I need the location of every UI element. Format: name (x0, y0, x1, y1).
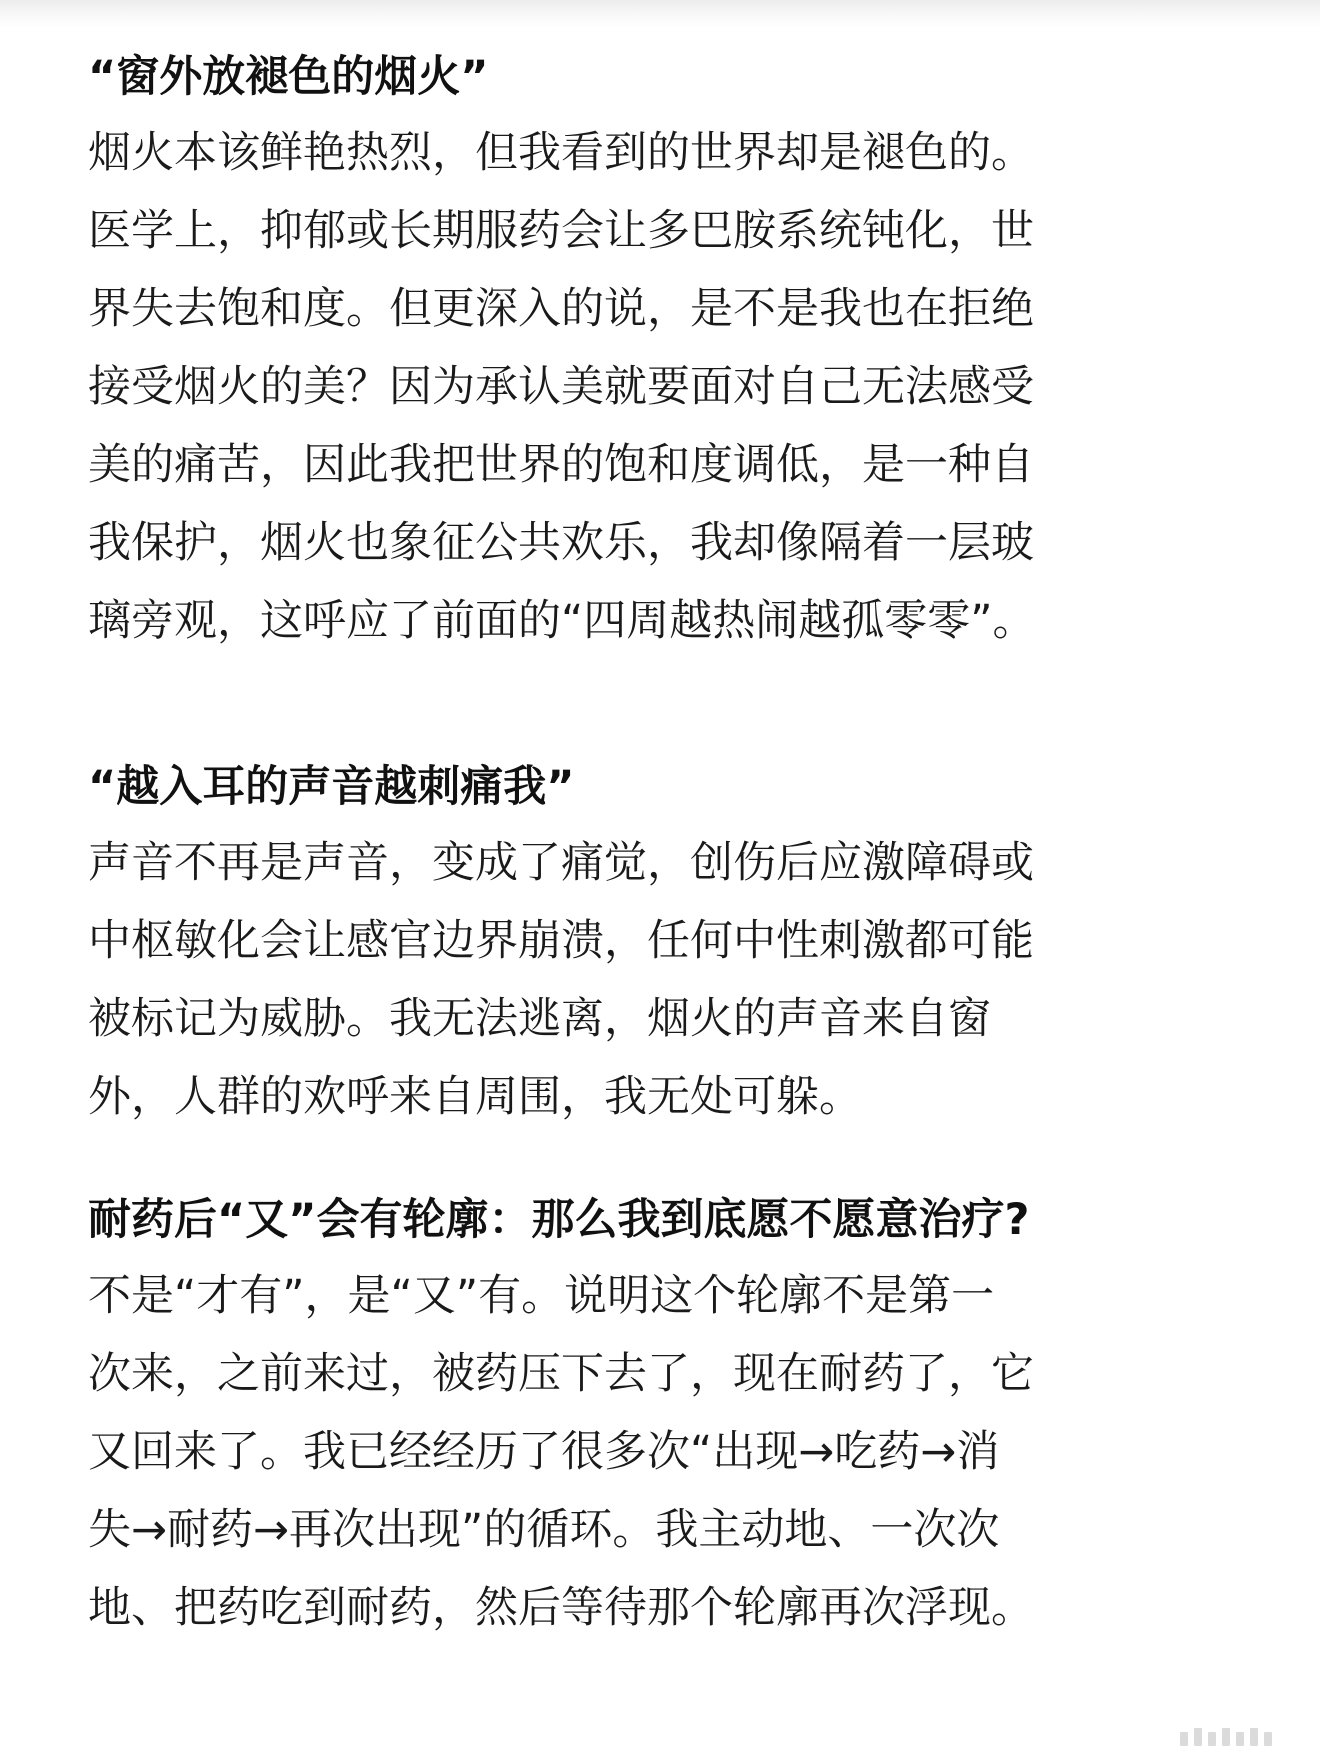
paragraph-line: 地、把药吃到耐药，然后等待那个轮廓再次浮现。 (88, 1583, 1034, 1633)
paragraph-line: 医学上，抑郁或长期服药会让多巴胺系统钝化，世 (88, 206, 1034, 256)
paragraph-line: 声音不再是声音，变成了痛觉，创伤后应激障碍或 (88, 838, 1034, 888)
section-piercing-sound (88, 750, 1248, 1136)
paragraph-line: 中枢敏化会让感官边界崩溃，任何中性刺激都可能 (88, 916, 1034, 966)
section-heading: “窗外放褪色的烟火” (88, 52, 489, 102)
paragraph-line: 外，人群的欢呼来自周围，我无处可躲。 (88, 1072, 862, 1122)
paragraph-line: 美的痛苦，因此我把世界的饱和度调低，是一种自 (88, 440, 1034, 490)
paragraph-line: 界失去饱和度。但更深入的说，是不是我也在拒绝 (88, 284, 1034, 334)
paragraph-line: 接受烟火的美？因为承认美就要面对自己无法感受 (88, 362, 1034, 412)
paragraph-line: 我保护，烟火也象征公共欢乐，我却像隔着一层玻 (88, 518, 1034, 568)
section-heading: 耐药后“又”会有轮廓：那么我到底愿不愿意治疗? (88, 1195, 1030, 1245)
paragraph-line: 被标记为威胁。我无法逃离，烟火的声音来自窗 (88, 994, 991, 1044)
paragraph-line: 又回来了。我已经经历了很多次“出现→吃药→消 (88, 1427, 1000, 1477)
section-faded-fireworks (88, 40, 1248, 660)
paragraph-line: 烟火本该鲜艳热烈，但我看到的世界却是褪色的。 (88, 128, 1034, 178)
paragraph-line: 失→耐药→再次出现”的循环。我主动地、一次次 (88, 1505, 1000, 1555)
watermark-bars-icon (1180, 1724, 1290, 1746)
top-shadow (0, 0, 1320, 28)
paragraph-line: 次来，之前来过，被药压下去了，现在耐药了，它 (88, 1349, 1034, 1399)
section-heading: “越入耳的声音越刺痛我” (88, 762, 575, 812)
paragraph-line: 不是“才有”，是“又”有。说明这个轮廓不是第一 (88, 1271, 995, 1321)
paragraph-line: 璃旁观，这呼应了前面的“四周越热闹越孤零零”。 (88, 596, 1036, 646)
section-drug-resistance (88, 1183, 1248, 1647)
